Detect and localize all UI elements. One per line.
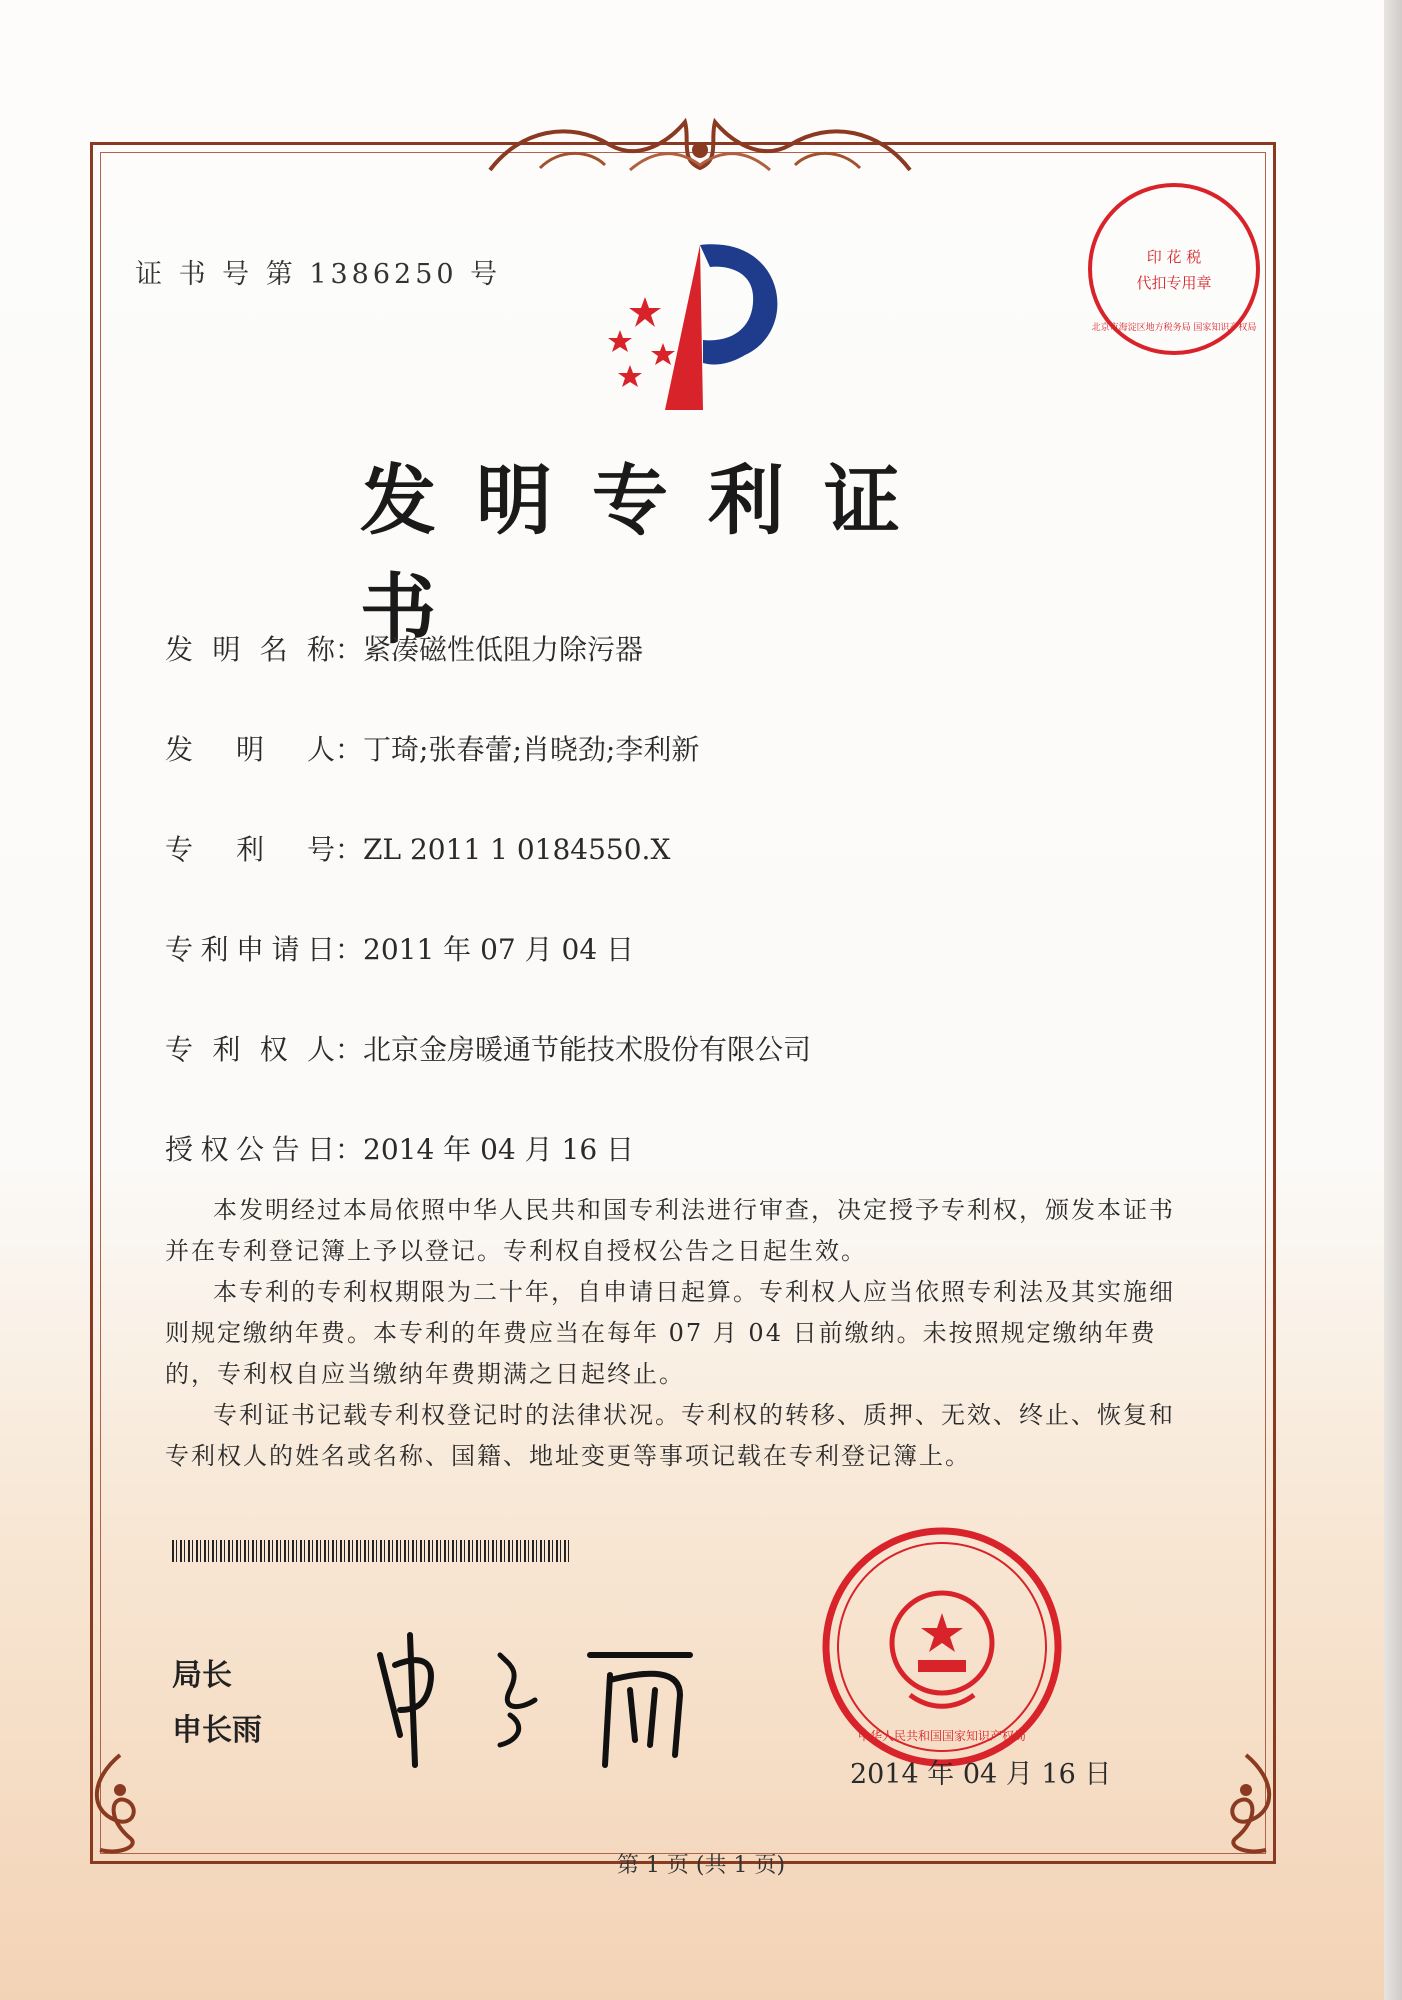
field-value: 2014 年 04 月 16 日 bbox=[363, 1133, 635, 1166]
tax-stamp-ring: 北京市海淀区地方税务局 国家知识产权局 bbox=[1091, 323, 1257, 333]
field-value: 丁琦;张春蕾;肖晓劲;李利新 bbox=[363, 733, 700, 766]
field-patent-number: 专利号：ZL 2011 1 0184550.X bbox=[165, 828, 670, 868]
tax-stamp-line2: 代扣专用章 bbox=[1136, 274, 1212, 292]
field-label: 发明名称 bbox=[165, 633, 335, 666]
page-indicator: 第 1 页 (共 1 页) bbox=[616, 1853, 786, 1878]
barcode bbox=[172, 1540, 572, 1562]
field-value: 北京金房暖通节能技术股份有限公司 bbox=[363, 1033, 812, 1066]
field-value: ZL 2011 1 0184550.X bbox=[363, 833, 671, 866]
field-label: 专利号 bbox=[165, 833, 335, 866]
field-invention-name: 发明名称：紧凑磁性低阻力除污器 bbox=[165, 628, 643, 668]
field-value: 紧凑磁性低阻力除污器 bbox=[363, 633, 644, 666]
field-label: 专利申请日 bbox=[165, 933, 335, 966]
corner-ornament-left bbox=[80, 1750, 160, 1860]
field-grant-date: 授权公告日：2014 年 04 月 16 日 bbox=[165, 1128, 634, 1168]
field-patentee: 专利权人：北京金房暖通节能技术股份有限公司 bbox=[165, 1028, 811, 1068]
tax-stamp-line1: 印 花 税 bbox=[1146, 248, 1202, 266]
official-seal bbox=[820, 1525, 1065, 1770]
seal-date: 2014 年 04 月 16 日 bbox=[850, 1759, 1112, 1790]
field-label: 专利权人 bbox=[165, 1033, 335, 1066]
seal-text: 中华人民共和国国家知识产权局 bbox=[857, 1729, 1027, 1743]
signatory-name: 申长雨 bbox=[172, 1713, 262, 1748]
patent-office-logo-icon bbox=[585, 235, 800, 415]
page-title: 发明专利证书 bbox=[360, 456, 940, 654]
handwritten-signature bbox=[360, 1615, 720, 1775]
field-application-date: 专利申请日：2011 年 07 月 04 日 bbox=[165, 928, 634, 968]
field-inventors: 发明人：丁琦;张春蕾;肖晓劲;李利新 bbox=[165, 728, 699, 768]
field-label: 发明人 bbox=[165, 733, 335, 766]
certificate-statement bbox=[165, 1190, 1185, 1477]
statement-paragraph: 本发明经过本局依照中华人民共和国专利法进行审查，决定授予专利权，颁发本证书并在专利登记簿上予以登记。专利权自授权公告之日起生效。 bbox=[165, 1196, 1175, 1265]
top-ornament bbox=[480, 110, 920, 185]
field-label: 授权公告日 bbox=[165, 1133, 335, 1166]
field-value: 2011 年 07 月 04 日 bbox=[363, 933, 635, 966]
statement-paragraph: 本专利的专利权期限为二十年，自申请日起算。专利权人应当依照专利法及其实施细则规定缴纳年费。本专利的年费应当在每年 07 月 04 日前缴纳。未按照规定缴纳年费的，专利权自应当缴纳年费期满之日起终止。 bbox=[165, 1278, 1175, 1388]
corner-ornament-right bbox=[1206, 1750, 1286, 1860]
statement-paragraph: 专利证书记载专利权登记时的法律状况。专利权的转移、质押、无效、终止、恢复和专利权人的姓名或名称、国籍、地址变更等事项记载在专利登记簿上。 bbox=[165, 1401, 1175, 1470]
certificate-number: 证 书 号 第 1386250 号 bbox=[135, 259, 502, 290]
page-edge bbox=[1384, 0, 1402, 2000]
signatory-role: 局长 bbox=[172, 1658, 232, 1693]
tax-stamp bbox=[1085, 180, 1263, 358]
